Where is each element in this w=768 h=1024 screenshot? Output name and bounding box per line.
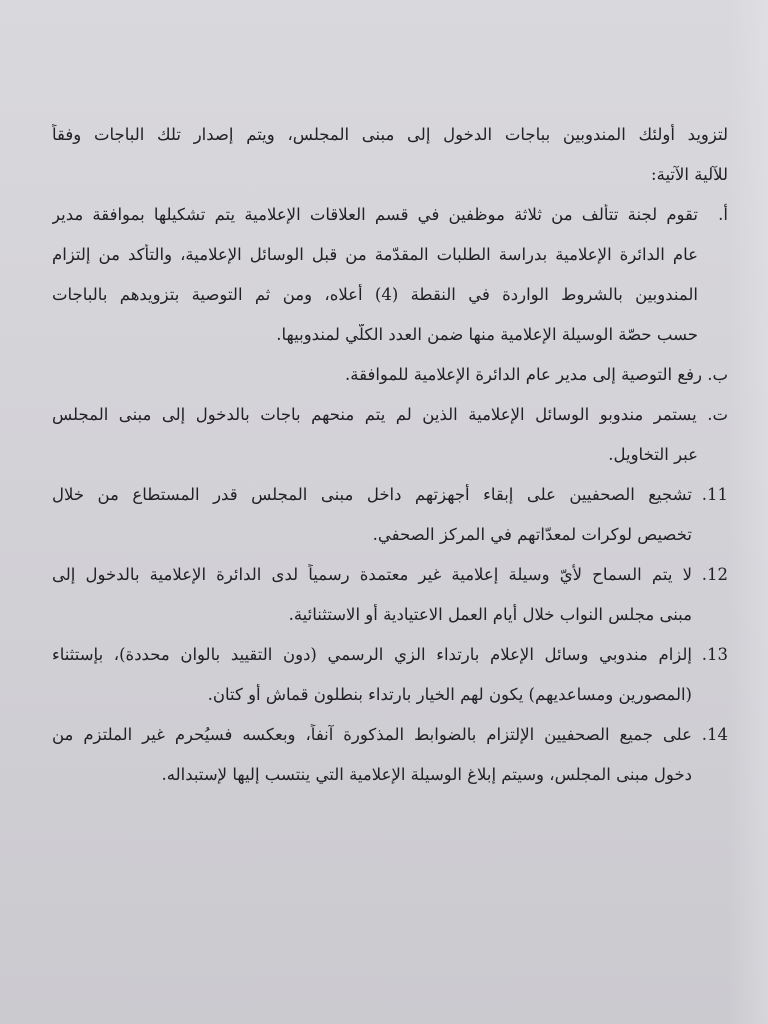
intro-line-1: لتزويد أولئك المندوبين بباجات الدخول إلى مبنى المجلس، ويتم إصدار تلك الباجات وفقاً	[52, 125, 728, 144]
item-a-line-3: المندوبين بالشروط الواردة في النقطة (4) أعلاه، ومن ثم التوصية بتزويدهم بالباجات	[52, 285, 698, 304]
item-14-marker: 14.	[701, 725, 728, 744]
item-a-line-4: حسب حصّة الوسيلة الإعلامية منها ضمن العدد الكلّي لمندوبيها.	[276, 325, 698, 344]
item-11-marker: 11.	[701, 485, 728, 504]
intro-line-2: للآلية الآتية:	[651, 165, 728, 184]
item-11-line-2: تخصيص لوكرات لمعدّاتهم في المركز الصحفي.	[372, 525, 692, 544]
item-14-line-1: على جميع الصحفيين الإلتزام بالضوابط المذكورة آنفاً، وبعكسه فسيُحرم غير الملتزم من	[52, 725, 692, 744]
item-12	[52, 564, 728, 586]
item-b: ب. رفع التوصية إلى مدير عام الدائرة الإعلامية للموافقة.	[345, 365, 728, 384]
item-12-line-1: لا يتم السماح لأيّ وسيلة إعلامية غير معتمدة رسمياً لدى الدائرة الإعلامية بالدخول إلى	[52, 565, 692, 584]
item-13-line-1: إلزام مندوبي وسائل الإعلام بارتداء الزي الرسمي (دون التقييد بالوان محددة)، بإستثناء	[52, 645, 692, 664]
item-t-line-2: عبر التخاويل.	[608, 445, 698, 464]
item-13	[52, 644, 728, 666]
item-a-marker: أ.	[718, 205, 728, 224]
item-13-marker: 13.	[701, 645, 728, 664]
item-a-line-2: عام الدائرة الإعلامية بدراسة الطلبات المقدّمة من قبل الوسائل الإعلامية، والتأكد من إلتزام	[52, 245, 698, 264]
item-a	[52, 204, 728, 226]
item-a-line-1: تقوم لجنة تتألف من ثلاثة موظفين في قسم العلاقات الإعلامية يتم تشكيلها بموافقة مدير	[52, 205, 698, 224]
item-13-line-2: (المصورين ومساعديهم) يكون لهم الخيار بارتداء بنطلون قماش أو كتان.	[207, 685, 692, 704]
item-t-line-1: ت. يستمر مندوبو الوسائل الإعلامية الذين لم يتم منحهم باجات بالدخول إلى مبنى المجلس	[52, 405, 728, 424]
item-12-line-2: مبنى مجلس النواب خلال أيام العمل الاعتيادية أو الاستثنائية.	[288, 605, 692, 624]
item-14	[52, 724, 728, 746]
item-12-marker: 12.	[701, 565, 728, 584]
item-14-line-2: دخول مبنى المجلس، وسيتم إبلاغ الوسيلة الإعلامية التي ينتسب إليها لإستبداله.	[161, 765, 692, 784]
item-11	[52, 484, 728, 506]
item-11-line-1: تشجيع الصحفيين على إبقاء أجهزتهم داخل مبنى المجلس قدر المستطاع من خلال	[52, 485, 692, 504]
